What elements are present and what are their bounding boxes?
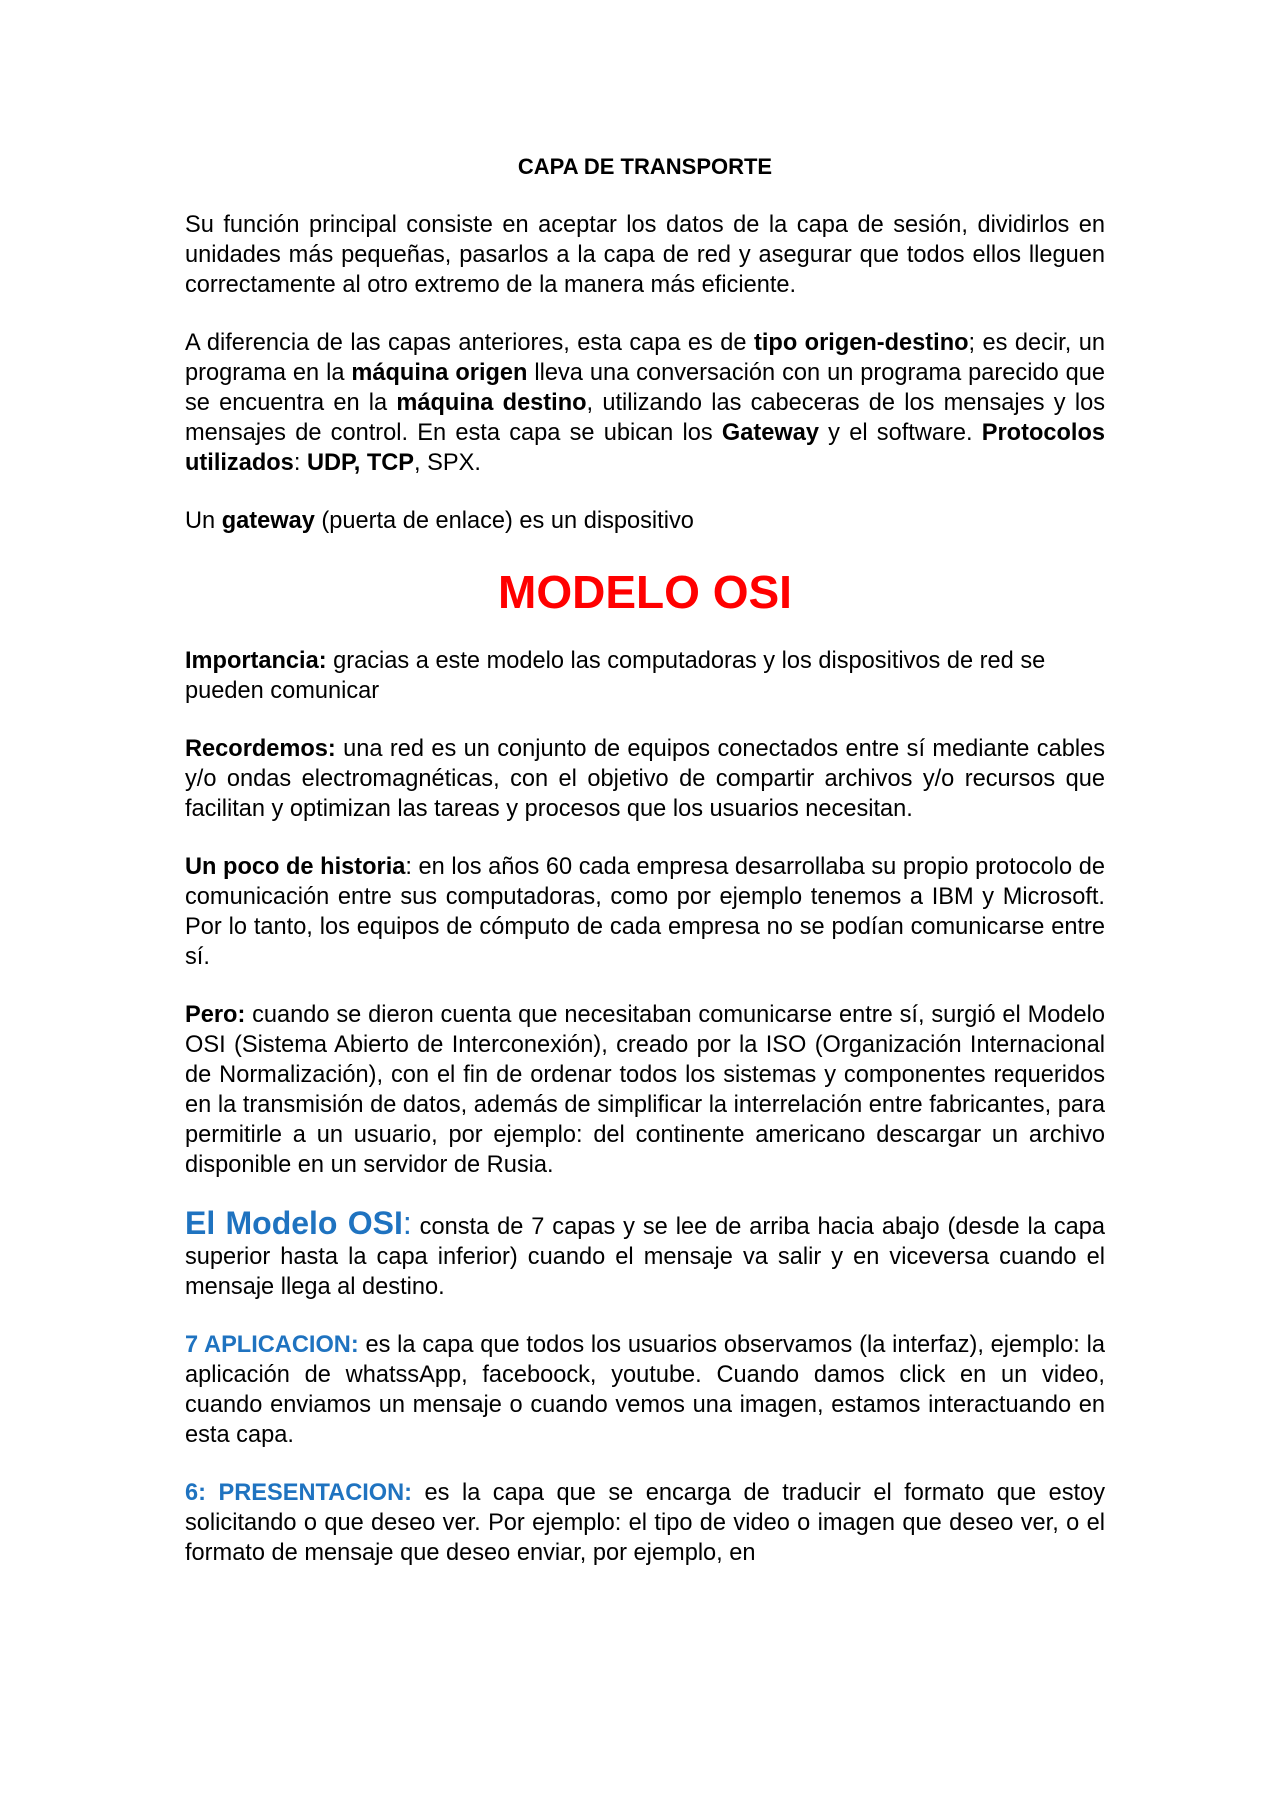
text-run: consta de 7 capas y se lee de arriba hacia abajo (desde la capa superior hasta la capa inferior) cuando el mensaje va salir y en viceversa cuando el mensaje llega al destino. xyxy=(185,1214,1105,1300)
text-run: : en los años 60 cada empresa desarrollaba su propio protocolo de comunicación entre sus computadoras, como por ejemplo tenemos a IBM y Microsoft. Por lo tanto, los equipos de cómputo de cada empresa no se podían comunicarse entre sí. xyxy=(185,854,1105,970)
bold-run: máquina origen xyxy=(351,360,528,386)
label-historia: Un poco de historia xyxy=(185,854,406,880)
paragraph-capa-7 xyxy=(185,1330,1105,1450)
paragraph-funcion: Su función principal consiste en aceptar los datos de la capa de sesión, dividirlos en unidades más pequeñas, pasarlos a la capa de red y asegurar que todos ellos lleguen correctamente al otro extremo de la manera más eficiente. xyxy=(185,212,1105,298)
text-run: una red es un conjunto de equipos conectados entre sí mediante cables y/o ondas electromagnéticas, con el objetivo de compartir archivos y/o recursos que facilitan y optimizan las tareas y procesos que los usuarios necesitan. xyxy=(185,736,1105,822)
text-run: cuando se dieron cuenta que necesitaban comunicarse entre sí, surgió el Modelo OSI (Sistema Abierto de Interconexión), creado por la ISO (Organización Internacional de Normalización), con el fin de ordenar todos los sistemas y componentes requeridos en la transmisión de datos, además de simplificar la interrelación entre fabricantes, para permitirle a un usuario, por ejemplo: del continente americano descargar un archivo disponible en un servidor de Rusia. xyxy=(185,1002,1105,1178)
paragraph-recordemos xyxy=(185,734,1105,824)
text-run: A diferencia de las capas anteriores, esta capa es de xyxy=(185,330,754,356)
bold-run: tipo origen-destino xyxy=(754,330,969,356)
bold-run: UDP, TCP xyxy=(306,450,415,476)
label-importancia: Importancia: xyxy=(185,648,327,674)
label-capa-7: 7 APLICACION: xyxy=(185,1332,359,1358)
text-run: ; es decir, un programa en la xyxy=(185,330,1105,386)
text-run: (puerta de enlace) es un dispositivo xyxy=(314,508,694,534)
section-title-osi: MODELO OSI xyxy=(498,566,792,618)
paragraph-capa-6 xyxy=(185,1478,1105,1568)
paragraph-gateway xyxy=(185,506,1105,536)
text-run: gracias a este modelo las computadoras y los dispositivos de red se pueden comunicar xyxy=(185,648,1046,704)
label-colon: : xyxy=(402,1205,412,1241)
text-run: lleva una conversación con un programa parecido que se encuentra en la xyxy=(185,360,1105,416)
text-run: es la capa que se encarga de traducir el formato que estoy solicitando o que deseo ver. Por ejemplo: el tipo de video o imagen que deseo ver, o el formato de mensaje que deseo enviar, por ejemplo, en xyxy=(185,1480,1105,1566)
bold-run: Gateway xyxy=(721,420,819,446)
text-run: y el software. xyxy=(818,420,982,446)
bold-run: Protocolos utilizados xyxy=(185,420,1105,476)
text-run: Un xyxy=(185,508,222,534)
label-modelo-osi: El Modelo OSI xyxy=(185,1205,403,1241)
label-recordemos: Recordemos: xyxy=(185,736,336,762)
bold-run: máquina destino xyxy=(396,390,587,416)
paragraph-diferencia xyxy=(185,328,1105,478)
document-page xyxy=(185,152,1105,1596)
text-run: , utilizando las cabeceras de los mensajes y los mensajes de control. En esta capa se ubican los xyxy=(185,390,1105,446)
paragraph-historia xyxy=(185,852,1105,972)
paragraph-importancia xyxy=(185,646,1105,706)
text-run: : xyxy=(293,450,307,476)
text-run: es la capa que todos los usuarios observamos (la interfaz), ejemplo: la aplicación de whatssApp, faceboock, youtube. Cuando damos click en un video, cuando enviamos un mensaje o cuando vemos una imagen, estamos interactuando en esta capa. xyxy=(185,1332,1105,1448)
label-pero: Pero: xyxy=(185,1002,246,1028)
text-run: , SPX. xyxy=(414,450,481,476)
bold-run: gateway xyxy=(221,508,315,534)
paragraph-modelo-osi xyxy=(185,1205,1105,1302)
page-title: CAPA DE TRANSPORTE xyxy=(517,154,773,179)
label-capa-6: 6: PRESENTACION: xyxy=(185,1480,413,1506)
paragraph-pero xyxy=(185,1000,1105,1180)
